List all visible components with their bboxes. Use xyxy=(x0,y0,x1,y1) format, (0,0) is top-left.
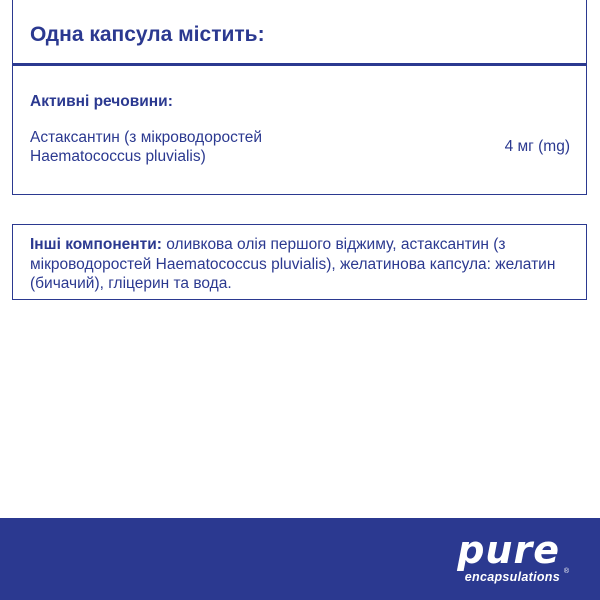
supplement-facts-title: Одна капсула містить: xyxy=(30,22,265,46)
active-ingredients-label: Активні речовини: xyxy=(30,93,173,110)
logo-wordmark: pure xyxy=(457,528,560,572)
other-ingredients-panel xyxy=(12,224,587,300)
pure-encapsulations-logo xyxy=(410,528,569,590)
ingredient-name-line-1: Астаксантин (з мікроводоростей xyxy=(30,129,263,146)
other-ingredients-text: оливкова олія першого віджиму, астаксантин (з мікроводоростей Haematococcus pluvialis), желатинова капсула: желатин (бичачий), гліцерин та вода. xyxy=(30,236,556,292)
supplement-facts-header xyxy=(13,0,586,66)
ingredient-name xyxy=(30,128,390,166)
brand-footer xyxy=(0,518,600,600)
ingredient-amount: 4 мг (mg) xyxy=(504,138,570,155)
other-ingredients-label: Інші компоненти: xyxy=(30,236,162,253)
registered-mark: ® xyxy=(563,568,569,575)
logo-subtitle: encapsulations xyxy=(464,570,560,584)
supplement-facts-panel xyxy=(12,0,587,195)
ingredient-name-line-2: Haematococcus pluvialis) xyxy=(30,148,206,165)
